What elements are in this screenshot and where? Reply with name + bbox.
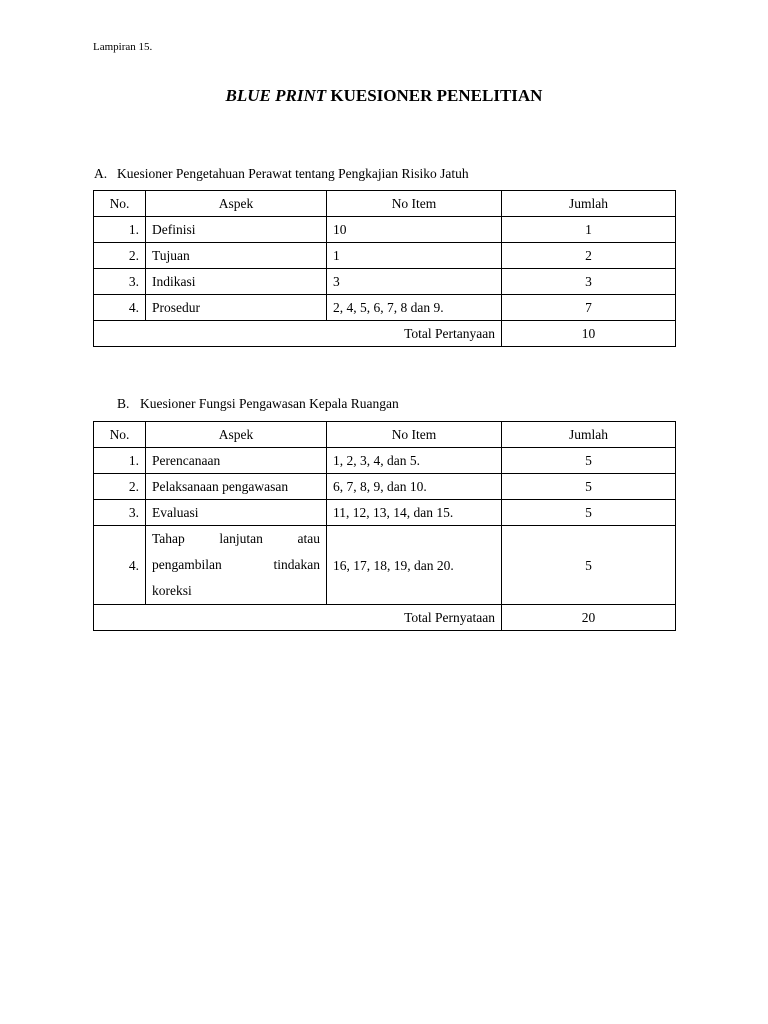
- cell-no: 3.: [94, 269, 146, 295]
- title-rest: KUESIONER PENELITIAN: [330, 86, 543, 105]
- column-header-no: No.: [94, 191, 146, 217]
- aspek-word: atau: [297, 531, 320, 546]
- column-header-jumlah: Jumlah: [502, 422, 676, 448]
- aspek-word: Tahap: [152, 531, 185, 546]
- cell-aspek: Prosedur: [146, 295, 327, 321]
- cell-no-item: 1: [327, 243, 502, 269]
- total-label: Total Pernyataan: [94, 605, 502, 631]
- cell-no: 4.: [94, 295, 146, 321]
- cell-no-item: 1, 2, 3, 4, dan 5.: [327, 448, 502, 474]
- aspek-line: [152, 526, 320, 552]
- document-title: [0, 86, 768, 106]
- cell-no: 3.: [94, 500, 146, 526]
- page-label: Lampiran 15.: [93, 41, 153, 53]
- table-section-a: [93, 190, 676, 347]
- column-header-no-item: No Item: [327, 422, 502, 448]
- table-header-row: [94, 191, 676, 217]
- cell-aspek: Evaluasi: [146, 500, 327, 526]
- total-value: 10: [502, 321, 676, 347]
- table-row: [94, 295, 676, 321]
- aspek-word: tindakan: [273, 557, 320, 572]
- cell-no: 1.: [94, 217, 146, 243]
- table-header-row: [94, 422, 676, 448]
- cell-no-item: 2, 4, 5, 6, 7, 8 dan 9.: [327, 295, 502, 321]
- cell-no-item: 3: [327, 269, 502, 295]
- cell-no: 1.: [94, 448, 146, 474]
- column-header-aspek: Aspek: [146, 191, 327, 217]
- table-section-b: [93, 421, 676, 631]
- cell-no-item: 6, 7, 8, 9, dan 10.: [327, 474, 502, 500]
- cell-jumlah: 5: [502, 526, 676, 605]
- table-row: [94, 448, 676, 474]
- aspek-word: koreksi: [152, 583, 192, 598]
- section-b-letter: B.: [117, 396, 130, 411]
- cell-jumlah: 5: [502, 448, 676, 474]
- table-row: [94, 526, 676, 605]
- table-row: [94, 500, 676, 526]
- table-total-row: [94, 321, 676, 347]
- cell-no: 4.: [94, 526, 146, 605]
- cell-aspek: Indikasi: [146, 269, 327, 295]
- cell-aspek: Pelaksanaan pengawasan: [146, 474, 327, 500]
- cell-no: 2.: [94, 243, 146, 269]
- cell-aspek: Tujuan: [146, 243, 327, 269]
- table-row: [94, 243, 676, 269]
- table-total-row: [94, 605, 676, 631]
- cell-jumlah: 2: [502, 243, 676, 269]
- aspek-line: [152, 578, 320, 604]
- section-a-title: Kuesioner Pengetahuan Perawat tentang Pengkajian Risiko Jatuh: [117, 166, 469, 181]
- aspek-word: pengambilan: [152, 557, 222, 572]
- total-label: Total Pertanyaan: [94, 321, 502, 347]
- column-header-aspek: Aspek: [146, 422, 327, 448]
- section-b-heading: [117, 396, 399, 412]
- table-row: [94, 269, 676, 295]
- cell-no: 2.: [94, 474, 146, 500]
- cell-jumlah: 7: [502, 295, 676, 321]
- cell-jumlah: 1: [502, 217, 676, 243]
- column-header-no-item: No Item: [327, 191, 502, 217]
- cell-jumlah: 5: [502, 474, 676, 500]
- title-italic-part: BLUE PRINT: [225, 86, 327, 105]
- section-b-title: Kuesioner Fungsi Pengawasan Kepala Ruangan: [140, 396, 399, 411]
- aspek-line: [152, 552, 320, 578]
- section-a-heading: [94, 166, 469, 182]
- aspek-word: lanjutan: [219, 531, 263, 546]
- cell-no-item: 11, 12, 13, 14, dan 15.: [327, 500, 502, 526]
- cell-aspek: [146, 526, 327, 605]
- total-value: 20: [502, 605, 676, 631]
- cell-aspek: Perencanaan: [146, 448, 327, 474]
- cell-jumlah: 3: [502, 269, 676, 295]
- section-a-letter: A.: [94, 166, 108, 181]
- cell-no-item: 16, 17, 18, 19, dan 20.: [327, 526, 502, 605]
- column-header-jumlah: Jumlah: [502, 191, 676, 217]
- cell-no-item: 10: [327, 217, 502, 243]
- cell-jumlah: 5: [502, 500, 676, 526]
- column-header-no: No.: [94, 422, 146, 448]
- cell-aspek: Definisi: [146, 217, 327, 243]
- table-row: [94, 474, 676, 500]
- table-row: [94, 217, 676, 243]
